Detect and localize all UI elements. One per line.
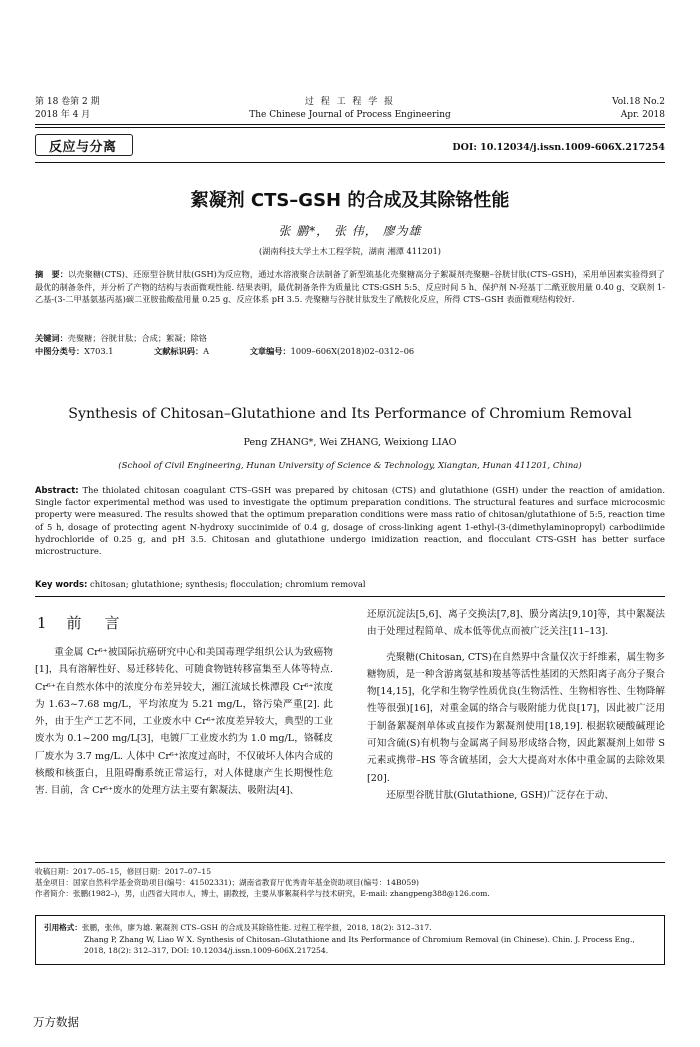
abstract-cn-label: 摘 要： [35,269,69,279]
citation-en-line-2: 2018, 18(2): 312–317, DOI: 10.12034/j.issn.1009-606X.217254. [84,946,329,955]
keywords-cn: 关键词：壳聚糖；谷胱甘肽；合成；絮凝；除铬 [35,333,207,343]
citation-en-line-1: Zhang P, Zhang W, Liao W X. Synthesis of Chitosan–Glutathione and Its Performance of Chromium Removal (in Chinese). Chin. J. Process Eng., [84,934,635,944]
section-tag [35,132,135,158]
abstract-en-text: The thiolated chitosan coagulant CTS–GSH was prepared by chitosan (CTS) and glutathione (GSH) under the reaction of amidation. Single factor experimental method was used to investigate the optimum preparation conditions. The structural features and surface microcosmic property were measured. The results showed that the optimum preparation conditions were mass ratio of chitosan/glutathione of 5:5, reaction time of 5 h, dosage of protecting agent N-hydroxy succinimide of 0.4 g, dosage of cross-linking agent 1-ethyl-(3-(dimethylaminopropyl) carbodiimide hydrochloride of 0.25 g, and pH 3.5. Chitosan and glutathione undergo imidization reaction, and flocculant CTS-GSH has better surface microstructure. [35,485,665,557]
doc-code: A [203,346,210,356]
section-1-title: 前 言 [66,614,124,632]
footnotes [35,866,665,899]
affiliation-en: (School of Civil Engineering, Hunan University of Science & Technology, Xiangtan, Hunan 411201, China) [118,461,582,471]
citation-label: 引用格式： [44,923,82,932]
authors-cn: 张 鹏*， 张 伟， 廖为雄 [278,224,422,238]
doi[interactable]: DOI: 10.12034/j.issn.1009-606X.217254 [452,142,665,153]
title-en: Synthesis of Chitosan–Glutathione and Its Performance of Chromium Removal [68,406,632,422]
classification-line: 中图分类号：X703.1 文献标识码：A 文章编号：1009–606X(2018)02–0312–06 [35,346,415,356]
citation-cn: 张鹏，张伟，廖为雄. 絮凝剂 CTS–GSH 的合成及其除铬性能. 过程工程学报，2018, 18(2): 312–317. [81,923,432,932]
journal-name-cn: 过 程 工 程 学 报 [304,97,396,107]
abstract-en [35,484,665,557]
abstract-cn [35,268,665,306]
date-cn: 2018 年 4 月 [35,110,91,120]
right-column-paragraph-2: 壳聚糖(Chitosan, CTS)在自然界中含量仅次于纤维素，属生物多糖物质，是一种含游离氨基和羧基等活性基团的天然阳离子高分子聚合物[14,15]，化学和生物学性质优良(生物活性、生物相容性、生物降解性等很强)[16]，对重金属的络合与吸附能力优良[17]，因此被广泛用于制备絮凝剂单体或直接作为絮凝剂使用[18,19]. 根据软硬酸碱理论可知含硫(S)有机物与金属离子间易形成络合物，因此絮凝剂上如带 S 元素或携带–HS 等含硫基团，会大大提高对水体中重金属的去除效果[20]. [367,651,665,784]
article-number: 1009–606X(2018)02–0312–06 [290,346,415,356]
right-column [367,606,665,804]
section-1-heading [37,612,124,633]
date-en: Apr. 2018 [620,110,665,120]
received-date: 收稿日期：2017–05–15，修回日期：2017–07–15 [35,867,212,876]
right-column-paragraph-1: 还原沉淀法[5,6]、离子交换法[7,8]、膜分离法[9,10]等，其中絮凝法由于处理过程简单、成本低等优点而被广泛关注[11–13]. [367,609,665,638]
section-1-number: 1 [37,614,51,632]
right-column-paragraph-3: 还原型谷胱甘肽(Glutathione, GSH)广泛存在于动、 [386,789,614,801]
author-info: 作者简介：张鹏(1982–)，男，山西省大同市人，博士，副教授，主要从事絮凝科学与技术研究，E-mail: zhangpeng388@126.com. [35,889,490,898]
authors-en: Peng ZHANG*, Wei ZHANG, Weixiong LIAO [243,437,457,448]
keywords-en-text: chitosan; glutathione; synthesis; flocculation; chromium removal [90,579,366,589]
abstract-cn-text: 以壳聚糖(CTS)、还原型谷胱甘肽(GSH)为反应物，通过水溶液聚合法制备了新型巯基化壳聚糖高分子絮凝剂壳聚糖–谷胱甘肽(CTS–GSH)，采用单因素实验得到了最优的制备条件，并分析了产物的结构与表面微观性能. 结果表明，最优制备条件为质量比 CTS:GSH 5:5、反应时间 5 h、保护剂 N-羟基丁二酰亚胺用量 0.40 g、交联剂 1-乙基-(3-二甲基氨基丙基)碳二亚胺盐酸盐用量 0.25 g、反应体系 pH 3.5. 壳聚糖与谷胱甘肽发生了酰胺化反应，所得 CTS–GSH 表面微观结构较好. [35,269,665,304]
keywords-en: Key words: chitosan; glutathione; synthesis; flocculation; chromium removal [35,579,366,589]
title-cn: 絮凝剂 CTS–GSH 的合成及其除铬性能 [190,190,510,211]
affiliation-cn: (湖南科技大学土木工程学院，湖南 湘潭 411201) [258,246,442,256]
watermark: 万方数据 [33,1015,79,1029]
section-tag-label: 反应与分离 [49,140,117,155]
clc-number: X703.1 [84,346,114,356]
volume-cn: 第 18 卷第 2 期 [35,97,100,107]
abstract-en-label: Abstract: [35,485,79,495]
left-column-text: 重金属 Cr⁶⁺被国际抗癌研究中心和美国毒理学组织公认为致癌物[1]，具有溶解性好、易迁移转化、可随食物链转移富集至人体等特点. Cr⁶⁺在自然水体中的浓度分布差异较大，湘江流域长株潭段 Cr⁶⁺浓度为 1.63~7.68 mg/L，平均浓度为 5.21 mg/L，铬污染严重[2]. 此外，由于生产工艺不同，工业废水中 Cr⁶⁺浓度差异较大，典型的工业废水为 0.1~200 mg/L[3]，电镀厂工业废水约为 1.0 mg/L，铬鞣皮厂废水为 3.7 mg/L. 人体中 Cr⁶⁺浓度过高时，不仅破坏人体内合成的核酸和核蛋白，且阻碍酶系统正常运行，对人体健康产生长期慢性危害. 目前，含 Cr⁶⁺废水的处理方法主要有絮凝法、吸附法[4]、 [35,647,333,797]
fund-info: 基金项目：国家自然科学基金资助项目(编号：41502331)；湖南省教育厅优秀青年基金资助项目(编号：14B059) [35,878,419,887]
journal-name-en: The Chinese Journal of Process Engineering [249,110,451,120]
keywords-cn-text: 壳聚糖；谷胱甘肽；合成；絮凝；除铬 [67,333,207,343]
volume-en: Vol.18 No.2 [612,97,665,107]
citation-box [35,915,665,965]
